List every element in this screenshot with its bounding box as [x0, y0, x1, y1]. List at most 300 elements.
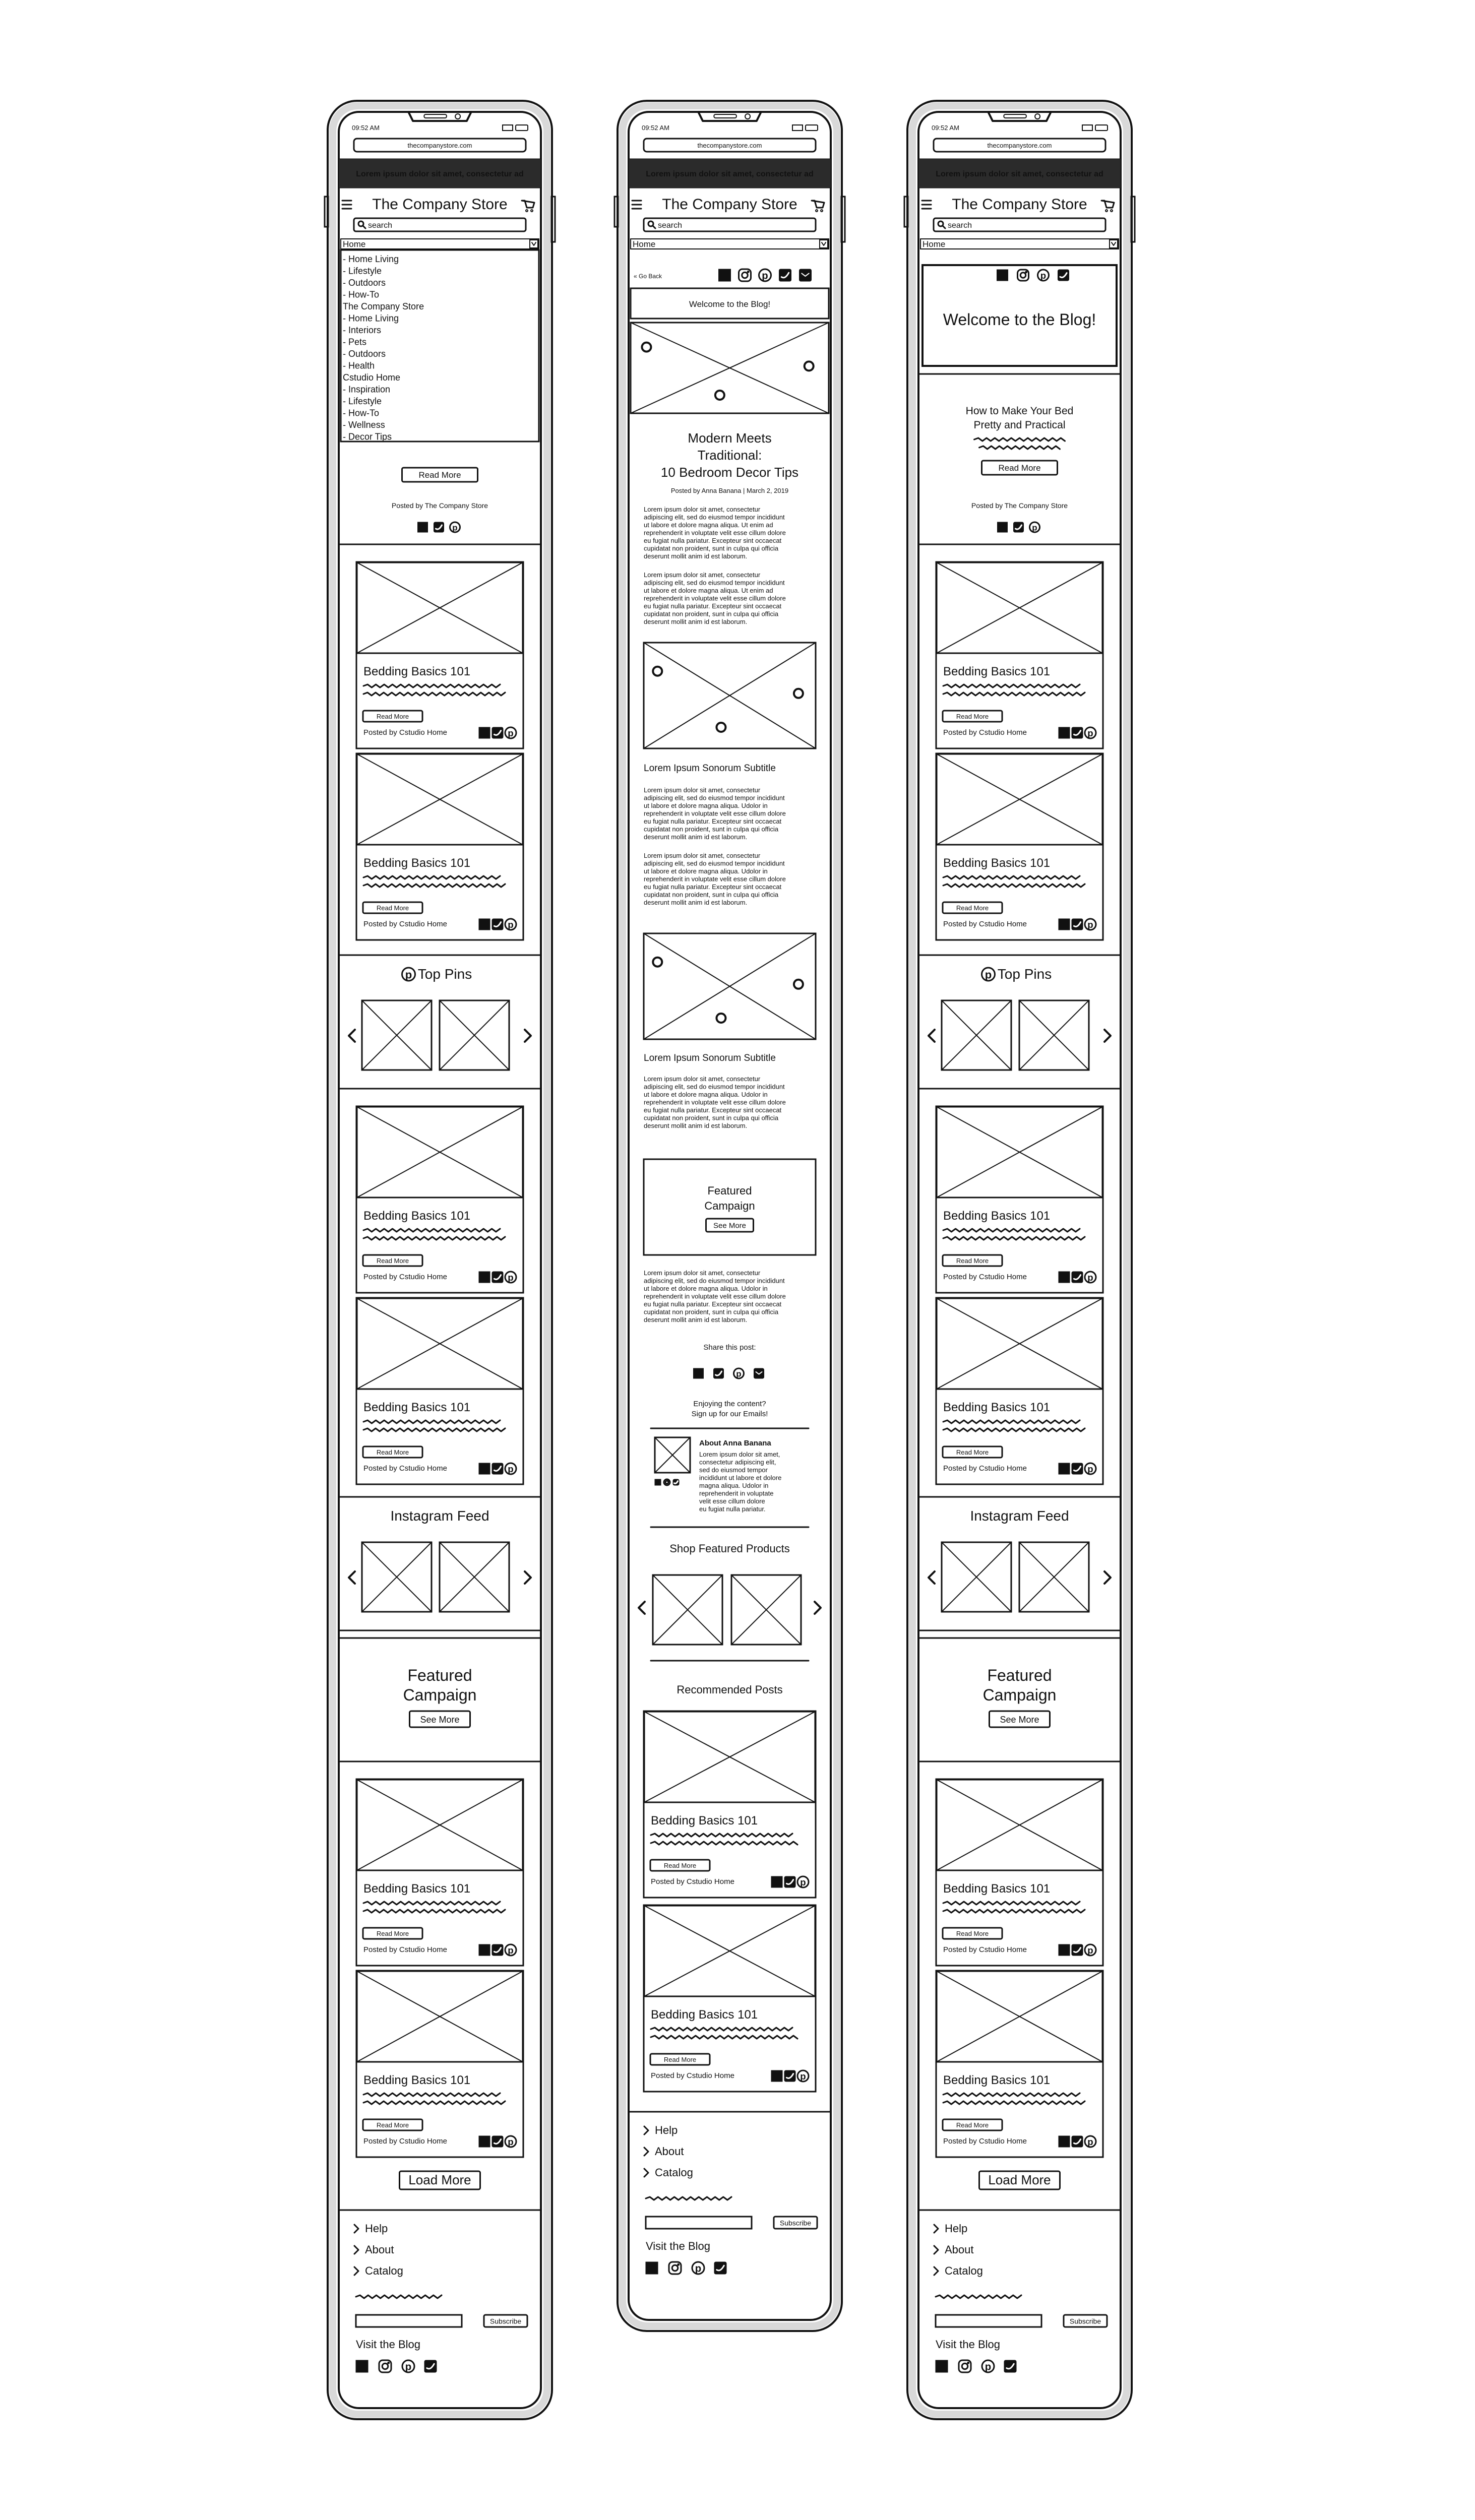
facebook-icon[interactable] [771, 2070, 782, 2084]
card-posted-by: Posted by Cstudio Home [943, 920, 1027, 928]
article-paragraph-line: adipiscing elit, sed do eiusmod tempor incididunt [644, 513, 785, 521]
pinterest-icon-glyph: p [508, 1945, 514, 1956]
featured-campaign-title: Featured [407, 1666, 472, 1684]
nav-menu-item[interactable]: - Outdoors [343, 349, 386, 359]
twitter-icon-square [1072, 1272, 1083, 1283]
button-label: Read More [376, 712, 409, 720]
article-paragraph-line: adipiscing elit, sed do eiusmod tempor incididunt [644, 859, 785, 867]
section-heading: Top Pins [997, 966, 1052, 982]
nav-menu-item[interactable]: - Home Living [343, 254, 399, 264]
twitter-icon[interactable] [492, 1944, 503, 1956]
facebook-icon-glyph: f [484, 727, 487, 740]
footer-link-label: Catalog [365, 2264, 403, 2277]
article-paragraph-line: Lorem ipsum dolor sit amet, consectetur [644, 506, 761, 513]
twitter-icon[interactable] [492, 1463, 503, 1474]
twitter-icon[interactable] [492, 2136, 503, 2147]
twitter-icon[interactable] [492, 1272, 503, 1283]
pinterest-icon-glyph: p [508, 1272, 514, 1283]
facebook-icon-glyph: f [1064, 1944, 1067, 1958]
featured-campaign-title: Campaign [982, 1686, 1057, 1704]
author-bio-text: eu fugiat nulla pariatur. [699, 1505, 766, 1513]
facebook-icon[interactable] [1059, 919, 1070, 932]
email-signup-prompt: Enjoying the content? [693, 1400, 766, 1408]
email-icon[interactable] [800, 269, 812, 281]
pinterest-icon-glyph: p [1087, 919, 1093, 930]
email-icon-square [800, 269, 812, 281]
welcome-heading: Welcome to the Blog! [689, 299, 771, 309]
facebook-icon-glyph: f [698, 1369, 701, 1380]
pinterest-icon-glyph: p [985, 2361, 992, 2373]
nav-menu-item[interactable]: - Lifestyle [343, 396, 382, 406]
pinterest-icon-glyph: p [800, 2071, 806, 2082]
article-paragraph-line: reprehenderit in voluptate velit esse cillum dolore [644, 529, 786, 537]
button-label: Read More [376, 1448, 409, 1456]
facebook-icon-glyph: f [1064, 2136, 1067, 2149]
posted-by-label: Posted by The Company Store [971, 501, 1068, 510]
card-title: Bedding Basics 101 [943, 856, 1051, 870]
card-title: Bedding Basics 101 [943, 1882, 1051, 1896]
card-title: Bedding Basics 101 [363, 1209, 471, 1223]
store-title: The Company Store [952, 196, 1087, 213]
article-paragraph-line: reprehenderit in voluptate velit esse cillum dolore [644, 1292, 786, 1300]
twitter-icon[interactable] [779, 269, 791, 281]
card-title: Bedding Basics 101 [943, 2073, 1051, 2087]
facebook-icon[interactable] [646, 2262, 658, 2277]
card-posted-by: Posted by Cstudio Home [363, 2137, 447, 2146]
facebook-icon[interactable] [479, 727, 490, 740]
status-time: 09:52 AM [932, 124, 959, 132]
button-label: Subscribe [1069, 2317, 1101, 2325]
twitter-icon-square [1072, 2136, 1083, 2147]
twitter-icon-square [714, 1368, 724, 1378]
article-paragraph-line: cupidatat non proident, sunt in culpa qui officia [644, 825, 779, 833]
url-text: thecompanystore.com [987, 142, 1052, 149]
button-label: Read More [376, 1929, 409, 1937]
article-paragraph-line: adipiscing elit, sed do eiusmod tempor incididunt [644, 794, 785, 802]
button-label: Read More [956, 1929, 989, 1937]
twitter-icon[interactable] [714, 2262, 726, 2274]
nav-menu-item[interactable]: - Health [343, 360, 375, 371]
facebook-icon[interactable] [479, 919, 490, 932]
button-label: Read More [956, 1256, 989, 1265]
instagram-icon-dot [678, 2263, 680, 2265]
button-label: See More [713, 1221, 747, 1230]
facebook-icon-glyph: f [651, 2262, 655, 2277]
facebook-icon-glyph: f [657, 1479, 660, 1487]
nav-menu-item[interactable]: - How-To [343, 289, 380, 300]
load-more-button[interactable] [979, 2171, 1060, 2189]
email-signup-prompt: Sign up for our Emails! [691, 1410, 768, 1418]
article-paragraph-line: deserunt mollit anim id est laborum. [644, 833, 748, 841]
twitter-icon[interactable] [492, 727, 503, 738]
welcome-heading: Welcome to the Blog! [943, 310, 1096, 329]
section-heading: Top Pins [417, 966, 472, 982]
pinterest-icon-glyph: p [695, 2263, 702, 2275]
pinterest-icon-glyph: p [762, 270, 768, 282]
status-time: 09:52 AM [352, 124, 380, 132]
article-paragraph-line: ut labore et dolore magna aliqua. Udolor in [644, 1285, 768, 1292]
nav-menu-item[interactable]: Cstudio Home [343, 372, 401, 383]
button-label: Load More [408, 2172, 471, 2187]
twitter-icon[interactable] [714, 1368, 724, 1378]
article-paragraph-line: deserunt mollit anim id est laborum. [644, 618, 748, 625]
facebook-icon-glyph: f [941, 2361, 945, 2375]
article-subtitle: Lorem Ipsum Sonorum Subtitle [644, 1053, 776, 1063]
nav-menu-item[interactable]: - Outdoors [343, 278, 386, 288]
pinterest-icon-glyph: p [1087, 728, 1093, 739]
article-paragraph-line: deserunt mollit anim id est laborum. [644, 899, 748, 906]
card-posted-by: Posted by Cstudio Home [651, 2071, 734, 2080]
featured-post-title: Pretty and Practical [973, 419, 1066, 431]
pinterest-icon-glyph: p [736, 1369, 742, 1379]
button-label: Read More [998, 463, 1041, 473]
article-paragraph-line: ut labore et dolore magna aliqua. Udolor in [644, 867, 768, 875]
article-paragraph-line: cupidatat non proident, sunt in culpa qui officia [644, 544, 779, 552]
featured-post-title: How to Make Your Bed [965, 405, 1074, 417]
button-label: Subscribe [489, 2317, 522, 2325]
nav-dropdown-value: Home [923, 239, 946, 249]
pinterest-icon-glyph: p [452, 523, 458, 533]
facebook-icon-glyph: f [1064, 727, 1067, 740]
card-posted-by: Posted by Cstudio Home [363, 920, 447, 928]
article-paragraph-line: ut labore et dolore magna aliqua. Ut enim ad [644, 521, 773, 529]
pinterest-icon-glyph: p [985, 968, 992, 981]
author-bio-text: consectetur adipiscing elit, [699, 1458, 776, 1466]
facebook-icon-glyph: f [776, 2070, 780, 2084]
section-heading: Shop Featured Products [669, 1542, 790, 1555]
promo-bar-text: Lorem ipsum dolor sit amet, consectetur ad [356, 170, 524, 178]
pinterest-icon-glyph: p [508, 2136, 514, 2148]
card-title: Bedding Basics 101 [651, 1814, 758, 1828]
phone-blog-list [904, 101, 1135, 2419]
card-posted-by: Posted by Cstudio Home [363, 728, 447, 737]
twitter-icon[interactable] [1072, 727, 1083, 738]
nav-menu-item[interactable]: - Inspiration [343, 384, 391, 395]
facebook-icon-glyph: f [724, 270, 728, 284]
card-title: Bedding Basics 101 [363, 1401, 471, 1414]
nav-menu-item[interactable]: - Decor Tips [343, 431, 392, 442]
facebook-icon[interactable] [997, 270, 1008, 283]
button-label: See More [1000, 1715, 1039, 1725]
email-icon-square [754, 1368, 764, 1378]
featured-campaign-title: Campaign [704, 1200, 755, 1212]
facebook-icon-glyph: f [361, 2361, 365, 2375]
go-back-link[interactable]: « Go Back [634, 273, 662, 280]
article-paragraph-line: Lorem ipsum dolor sit amet, consectetur [644, 786, 761, 794]
twitter-icon[interactable] [1072, 2136, 1083, 2147]
facebook-icon[interactable] [936, 2360, 948, 2375]
article-paragraph-line: eu fugiat nulla pariatur. Excepteur sint occaecat [644, 1106, 782, 1114]
button-label: Read More [663, 2055, 697, 2063]
author-bio-text: velit esse cillum dolore [699, 1497, 765, 1505]
facebook-icon[interactable] [1059, 727, 1070, 740]
article-paragraph-line: cupidatat non proident, sunt in culpa qui officia [644, 1308, 779, 1316]
section-heading: Instagram Feed [390, 1508, 489, 1524]
twitter-icon-square [1072, 1463, 1083, 1474]
card-title: Bedding Basics 101 [363, 856, 471, 870]
nav-menu-item[interactable]: - Pets [343, 337, 367, 347]
article-paragraph-line: eu fugiat nulla pariatur. Excepteur sint occaecat [644, 537, 782, 544]
twitter-icon[interactable] [1072, 1272, 1083, 1283]
article-paragraph-line: Lorem ipsum dolor sit amet, consectetur [644, 1269, 761, 1277]
nav-menu-item[interactable]: - Interiors [343, 325, 382, 335]
twitter-icon-square [784, 1876, 795, 1887]
article-paragraph-line: ut labore et dolore magna aliqua. Ut enim ad [644, 587, 773, 594]
phone-blog-list-menu-open [325, 101, 555, 2419]
author-bio-text: sed do eiusmod tempor [699, 1466, 768, 1474]
twitter-icon[interactable] [492, 919, 503, 930]
article-paragraph-line: eu fugiat nulla pariatur. Excepteur sint occaecat [644, 883, 782, 891]
phone-side-button [614, 197, 618, 227]
facebook-icon[interactable] [1059, 1272, 1070, 1285]
card-title: Bedding Basics 101 [943, 1401, 1051, 1414]
pinterest-icon-glyph: p [1087, 1464, 1093, 1475]
pinterest-icon-glyph: p [1087, 1272, 1093, 1283]
facebook-icon[interactable] [998, 522, 1008, 534]
visit-blog-label: Visit the Blog [356, 2338, 421, 2351]
facebook-icon[interactable] [479, 2136, 490, 2149]
pinterest-icon-glyph: p [1040, 270, 1047, 281]
twitter-icon[interactable] [1072, 1463, 1083, 1474]
pinterest-icon-glyph: p [1087, 2136, 1093, 2148]
card-posted-by: Posted by Cstudio Home [943, 728, 1027, 737]
article-paragraph-line: eu fugiat nulla pariatur. Excepteur sint occaecat [644, 602, 782, 610]
author-bio-text: Lorem ipsum dolor sit amet, [699, 1451, 780, 1458]
button-label: Read More [956, 712, 989, 720]
button-label: Read More [956, 904, 989, 912]
article-paragraph-line: eu fugiat nulla pariatur. Excepteur sint occaecat [644, 817, 782, 825]
facebook-icon-glyph: f [484, 1944, 487, 1958]
pinterest-icon-glyph: p [800, 1877, 806, 1888]
load-more-button[interactable] [400, 2171, 480, 2189]
twitter-icon-square [1072, 919, 1083, 930]
card-posted-by: Posted by Cstudio Home [943, 1464, 1027, 1473]
article-paragraph-line: deserunt mollit anim id est laborum. [644, 552, 748, 560]
status-time: 09:52 AM [642, 124, 669, 132]
nav-dropdown-value: Home [633, 239, 656, 249]
button-label: Read More [376, 1256, 409, 1265]
url-text: thecompanystore.com [407, 142, 472, 149]
facebook-icon-glyph: f [484, 2136, 487, 2149]
email-icon[interactable] [754, 1368, 764, 1378]
facebook-icon-glyph: f [1064, 1463, 1067, 1476]
nav-menu-item[interactable]: - Lifestyle [343, 266, 382, 276]
instagram-icon-dot [1025, 271, 1027, 273]
button-label: Read More [956, 2121, 989, 2129]
facebook-icon-glyph: f [484, 919, 487, 932]
facebook-icon[interactable] [771, 1876, 782, 1889]
twitter-icon[interactable] [1004, 2360, 1016, 2372]
pinterest-icon-glyph: p [405, 968, 412, 981]
facebook-icon-glyph: f [1064, 1272, 1067, 1285]
footer-link-label: Help [945, 2222, 968, 2235]
facebook-icon[interactable] [655, 1479, 661, 1486]
twitter-icon-square [714, 2262, 726, 2274]
nav-menu-item[interactable]: - How-To [343, 408, 380, 418]
card-title: Bedding Basics 101 [363, 665, 471, 678]
instagram-icon-dot [967, 2362, 969, 2364]
facebook-icon-glyph: f [1064, 919, 1067, 932]
button-label: Read More [376, 2121, 409, 2129]
author-bio-text: incididunt ut labore et dolore [699, 1474, 782, 1482]
twitter-icon-square [784, 2070, 795, 2082]
nav-menu-item[interactable]: - Wellness [343, 420, 385, 430]
author-bio-title: About Anna Banana [699, 1439, 771, 1447]
twitter-icon-square [434, 522, 444, 532]
pinterest-icon-glyph: p [1032, 523, 1037, 533]
nav-menu-item[interactable]: The Company Store [343, 301, 424, 311]
url-text: thecompanystore.com [697, 142, 762, 149]
phone-side-button [841, 197, 845, 242]
article-paragraph-line: Lorem ipsum dolor sit amet, consectetur [644, 1075, 761, 1083]
button-label: Subscribe [779, 2219, 812, 2227]
article-paragraph-line: ut labore et dolore magna aliqua. Udolor in [644, 1091, 768, 1098]
twitter-icon[interactable] [1072, 1944, 1083, 1956]
article-subtitle: Lorem Ipsum Sonorum Subtitle [644, 763, 776, 774]
card-title: Bedding Basics 101 [943, 1209, 1051, 1223]
pinterest-icon-glyph: p [508, 919, 514, 930]
footer-link-label: Help [365, 2222, 388, 2235]
article-paragraph-line: cupidatat non proident, sunt in culpa qui officia [644, 891, 779, 899]
pinterest-icon-glyph: p [1087, 1945, 1093, 1956]
facebook-icon[interactable] [418, 522, 428, 534]
facebook-icon[interactable] [479, 1272, 490, 1285]
card-title: Bedding Basics 101 [651, 2008, 758, 2022]
article-title: Traditional: [697, 448, 762, 463]
featured-campaign-title: Campaign [403, 1686, 477, 1704]
author-bio-text: reprehenderit in voluptate [699, 1489, 774, 1497]
twitter-icon-square [1004, 2360, 1016, 2372]
footer-link-label: About [655, 2145, 684, 2158]
promo-bar-text: Lorem ipsum dolor sit amet, consectetur ad [936, 170, 1103, 178]
twitter-icon-square [492, 727, 503, 738]
facebook-icon[interactable] [1059, 1463, 1070, 1476]
pinterest-icon-glyph: p [405, 2361, 412, 2373]
phone-side-button [1131, 197, 1135, 242]
article-paragraph-line: Lorem ipsum dolor sit amet, consectetur [644, 571, 761, 579]
article-paragraph-line: reprehenderit in voluptate velit esse cillum dolore [644, 809, 786, 817]
button-label: See More [420, 1715, 460, 1725]
twitter-icon-square [673, 1479, 679, 1485]
twitter-icon-square [1072, 1944, 1083, 1956]
card-title: Bedding Basics 101 [363, 2073, 471, 2087]
featured-campaign-title: Featured [987, 1666, 1052, 1684]
article-paragraph-line: cupidatat non proident, sunt in culpa qui officia [644, 1114, 779, 1122]
facebook-icon-glyph: f [484, 1463, 487, 1476]
article-paragraph-line: reprehenderit in voluptate velit esse cillum dolore [644, 1098, 786, 1106]
article-paragraph-line: adipiscing elit, sed do eiusmod tempor incididunt [644, 1277, 785, 1285]
posted-by-label: Posted by The Company Store [391, 501, 488, 510]
phone-side-button [904, 197, 908, 227]
article-paragraph-line: reprehenderit in voluptate velit esse cillum dolore [644, 594, 786, 602]
footer-link-label: Catalog [945, 2264, 983, 2277]
facebook-icon-glyph: f [422, 523, 425, 534]
store-title: The Company Store [372, 196, 508, 213]
article-paragraph-line: ut labore et dolore magna aliqua. Udolor in [644, 802, 768, 809]
footer-link-label: About [365, 2243, 394, 2256]
nav-menu-item[interactable]: - Home Living [343, 313, 399, 324]
visit-blog-label: Visit the Blog [646, 2240, 711, 2252]
twitter-icon[interactable] [1072, 919, 1083, 930]
twitter-icon-square [492, 1463, 503, 1474]
button-label: Load More [988, 2172, 1051, 2187]
pinterest-icon-glyph: p [508, 728, 514, 739]
card-posted-by: Posted by Cstudio Home [943, 2137, 1027, 2146]
card-title: Bedding Basics 101 [943, 665, 1051, 678]
phone-body-outer [328, 101, 552, 2419]
article-paragraph-line: adipiscing elit, sed do eiusmod tempor incididunt [644, 1083, 785, 1091]
twitter-icon[interactable] [434, 522, 444, 532]
facebook-icon-glyph: f [484, 1272, 487, 1285]
facebook-icon[interactable] [1059, 2136, 1070, 2149]
facebook-icon-glyph: f [1002, 270, 1006, 283]
twitter-icon-square [1058, 270, 1069, 281]
button-label: Read More [376, 904, 409, 912]
twitter-icon-square [492, 1272, 503, 1283]
search-placeholder: search [658, 221, 683, 230]
twitter-icon-square [492, 2136, 503, 2147]
share-label: Share this post: [703, 1343, 756, 1352]
card-posted-by: Posted by Cstudio Home [363, 1273, 447, 1281]
article-paragraph-line: eu fugiat nulla pariatur. Excepteur sint occaecat [644, 1300, 782, 1308]
card-title: Bedding Basics 101 [363, 1882, 471, 1896]
twitter-icon-square [1072, 727, 1083, 738]
promo-bar-text: Lorem ipsum dolor sit amet, consectetur ad [646, 170, 814, 178]
twitter-icon[interactable] [784, 1876, 795, 1887]
twitter-icon-square [779, 269, 791, 281]
article-byline: Posted by Anna Banana | March 2, 2019 [670, 487, 789, 494]
phone-side-button [551, 197, 555, 242]
footer-link-label: Help [655, 2124, 678, 2136]
facebook-icon-glyph: f [1002, 523, 1005, 534]
twitter-icon-square [1014, 522, 1024, 532]
search-placeholder: search [368, 221, 393, 230]
twitter-icon[interactable] [424, 2360, 437, 2372]
author-bio-text: magna aliqua. Udolor in [699, 1482, 769, 1489]
twitter-icon[interactable] [1014, 522, 1024, 532]
section-heading: Recommended Posts [677, 1683, 783, 1696]
facebook-icon[interactable] [694, 1368, 704, 1380]
article-paragraph-line: Lorem ipsum dolor sit amet, consectetur [644, 852, 761, 859]
twitter-icon-square [492, 919, 503, 930]
button-label: Read More [956, 1448, 989, 1456]
instagram-icon-dot [388, 2362, 390, 2364]
article-paragraph-line: cupidatat non proident, sunt in culpa qui officia [644, 610, 779, 618]
facebook-icon[interactable] [479, 1944, 490, 1958]
facebook-icon-glyph: f [776, 1876, 780, 1889]
card-posted-by: Posted by Cstudio Home [943, 1273, 1027, 1281]
visit-blog-label: Visit the Blog [936, 2338, 1001, 2351]
facebook-icon[interactable] [356, 2360, 368, 2375]
facebook-icon[interactable] [719, 269, 731, 284]
twitter-icon[interactable] [673, 1479, 679, 1485]
nav-dropdown-value: Home [343, 239, 366, 249]
twitter-icon[interactable] [784, 2070, 795, 2082]
card-posted-by: Posted by Cstudio Home [651, 1877, 734, 1886]
facebook-icon[interactable] [479, 1463, 490, 1476]
phone-side-button [325, 197, 328, 227]
search-placeholder: search [948, 221, 972, 230]
facebook-icon[interactable] [1059, 1944, 1070, 1958]
pinterest-icon-glyph: p [508, 1464, 514, 1475]
card-posted-by: Posted by Cstudio Home [363, 1464, 447, 1473]
article-paragraph-line: deserunt mollit anim id est laborum. [644, 1316, 748, 1324]
button-label: Read More [418, 470, 461, 480]
section-heading: Instagram Feed [970, 1508, 1069, 1524]
twitter-icon[interactable] [1058, 270, 1069, 281]
card-posted-by: Posted by Cstudio Home [363, 1945, 447, 1954]
instagram-icon-dot [667, 1480, 669, 1482]
